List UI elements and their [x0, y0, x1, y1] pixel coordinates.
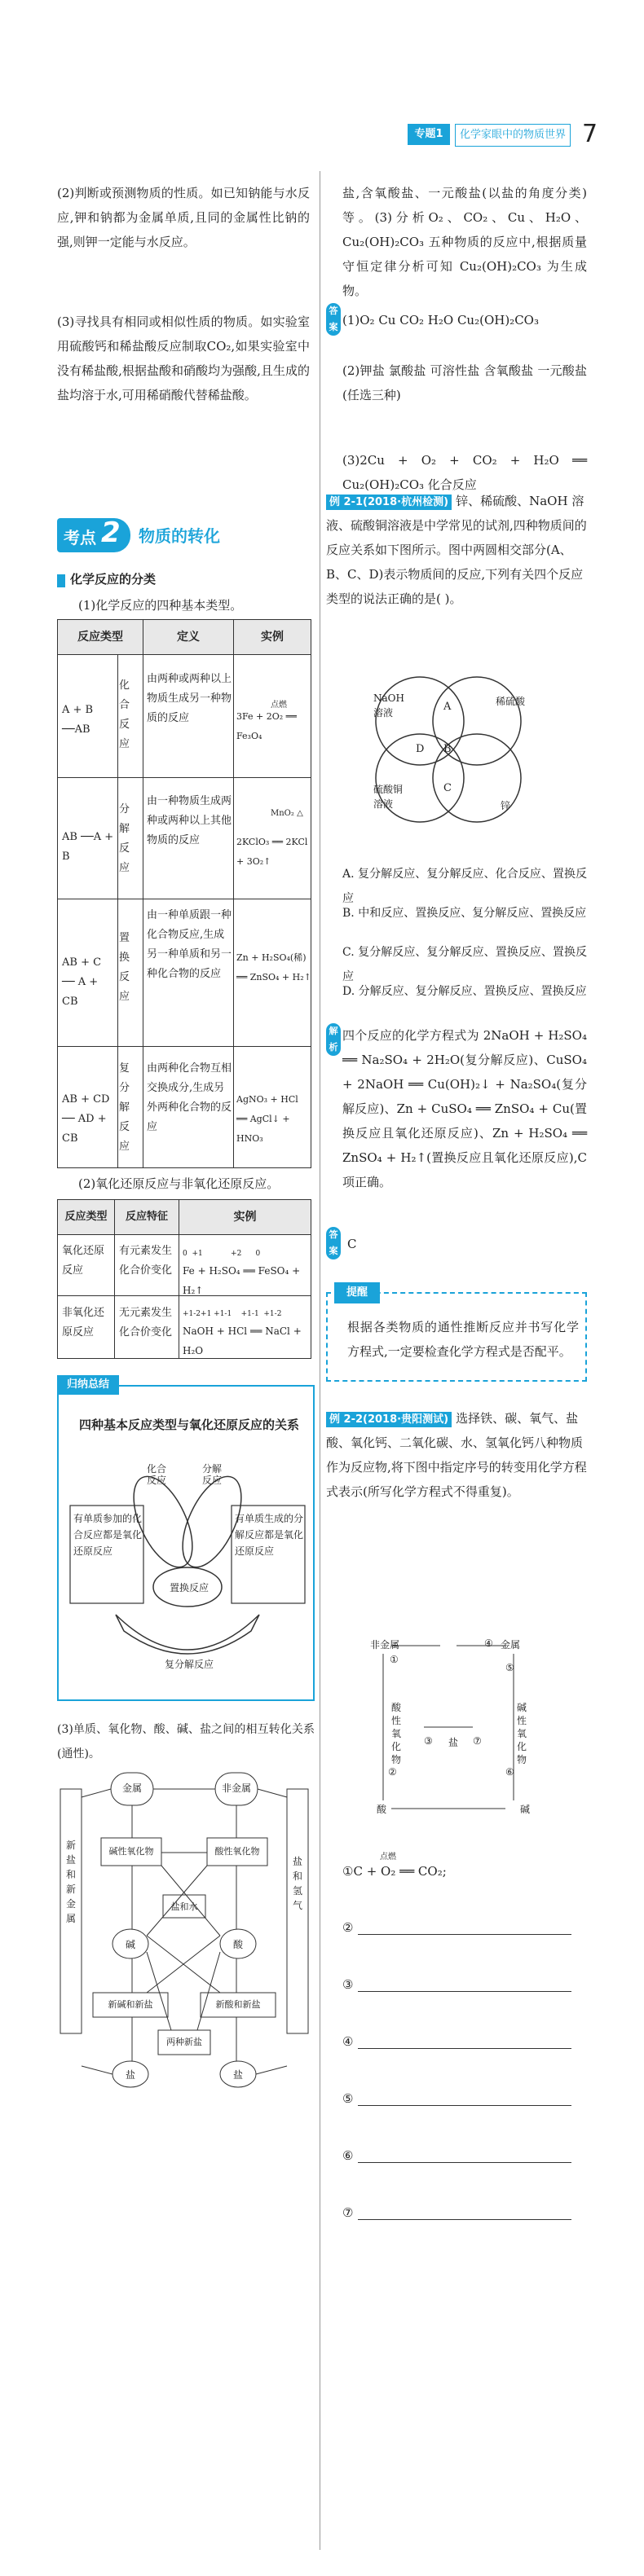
node-suanheyan: 新酸和新盐: [215, 1999, 261, 2010]
node-jinshu: 金属: [121, 1783, 142, 1794]
circle-naoh: NaOH溶液: [373, 692, 404, 719]
table2-header-example: 实例: [179, 1199, 311, 1235]
redox-table: [57, 1199, 311, 1359]
sub-1: (1)化学反应的四种基本类型。: [78, 598, 243, 613]
table1-example: 2KClO₃ ══ 2KCl + 3O₂↑: [236, 837, 308, 867]
flow-n2: ②: [388, 1766, 397, 1778]
answer-blank-3[interactable]: [342, 1970, 579, 1992]
conversion-flow-diagram: [359, 1629, 538, 1825]
kaodian-heading: [57, 515, 310, 556]
table1-cond: MnO₂ △: [271, 809, 303, 818]
question-2-text: 选择铁、碳、氧气、盐酸、氧化钙、二氧化碳、水、氢氧化钙八种物质作为反应物,将下图中指定序号的转变用化学方程式表示(所写化学方程式不得重复)。: [326, 1411, 587, 1499]
node-yanyang: 盐和水: [170, 1901, 198, 1912]
table2-feature: 有元素发生化合价变化: [119, 1245, 173, 1277]
flow-suan: 酸: [377, 1804, 387, 1815]
section-marker: [57, 574, 65, 587]
answer-1: (1)O₂ Cu CO₂ H₂O Cu₂(OH)₂CO₃: [342, 313, 539, 327]
answer-blank-5[interactable]: [342, 2084, 579, 2106]
question-1-tag: 例 2-1(2018·杭州检测): [326, 495, 452, 510]
circle-cuso4: 硫酸铜溶液: [373, 784, 404, 810]
node-jian: 碱: [125, 1939, 135, 1950]
table2-example: Fe + H₂SO₄ ══ FeSO₄ + H₂↑: [183, 1265, 301, 1296]
answer-line-1-cond: 点燃: [380, 1853, 396, 1862]
answer-blank-2[interactable]: [342, 1913, 579, 1935]
table1-header-example: 实例: [233, 619, 311, 655]
table2-header-type: 反应类型: [57, 1199, 115, 1235]
table1-header-type: 反应类型: [57, 619, 143, 655]
answer-c-tag: 答案: [326, 1227, 341, 1259]
venn-zhi: 置换反应: [169, 1582, 209, 1594]
right-top-paragraph: 盐,含氧酸盐、一元酸盐(以盐的角度分类)等。(3)分析O₂、CO₂、Cu、H₂O、Cu₂(OH)₂CO₃ 五种物质的反应中,根据质量守恒定律分析可知 Cu₂(OH)₂CO₃ 为生成物。: [342, 186, 587, 298]
page-number: 7: [582, 120, 598, 148]
venn-fu: 复分解反应: [164, 1659, 214, 1670]
table1-eq: AB ──A + B: [62, 831, 114, 863]
table1-type: 复分解反应: [119, 1062, 130, 1153]
node-jianxing: 碱性氧化物: [108, 1846, 154, 1857]
answer-line[interactable]: [358, 1970, 571, 1992]
tip-box: [326, 1286, 587, 1382]
table2-type: 氧化还原反应: [62, 1245, 105, 1277]
sub-2: (2)氧化还原反应与非氧化还原反应。: [78, 1176, 280, 1191]
flow-n7: ⑦: [473, 1735, 482, 1747]
blank-number: ⑦: [342, 2205, 354, 2220]
venn-fen: 分解反应: [202, 1463, 223, 1486]
section-title-text: 化学反应的分类: [70, 572, 157, 587]
node-yan-right: 盐: [232, 2069, 243, 2081]
kaodian-title: 物质的转化: [139, 526, 220, 546]
table1-type: 置换反应: [119, 932, 130, 1003]
flow-n1: ①: [390, 1654, 399, 1665]
sub-3: (3)单质、氧化物、酸、碱、盐之间的相互转化关系(通性)。: [57, 1723, 315, 1761]
flow-n5: ⑤: [505, 1662, 514, 1673]
table2-feature: 无元素发生化合价变化: [119, 1307, 173, 1339]
side-left: 新盐和新金属: [65, 1840, 76, 1924]
paragraph-2: (2)判断或预测物质的性质。如已知钠能与水反应,钾和钠都为金属单质,且同的金属性比钠的强,则钾一定能与水反应。: [57, 186, 310, 249]
answer-blank-7[interactable]: [342, 2198, 579, 2220]
answer-line[interactable]: [358, 2198, 571, 2220]
kaodian-label: 考点: [64, 528, 96, 547]
question-2: [326, 1406, 587, 1504]
table2-header-feature: 反应特征: [114, 1199, 179, 1235]
question-1-text: 锌、稀硫酸、NaOH 溶液、硫酸铜溶液是中学常见的试剂,四种物质间的反应关系如下图所示。图中两圆相交部分(A、B、C、D)表示物质间的反应,下列有关四个反应类型的说法正确的是( )。: [326, 494, 587, 606]
node-feijinshu: 非金属: [221, 1783, 251, 1794]
table1-eq: AB + CD ── AD + CB: [62, 1093, 110, 1145]
blank-number: ⑤: [342, 2091, 354, 2106]
venn-left-note: 有单质参加的化合反应都是氧化还原反应: [73, 1513, 143, 1557]
answer-blank-6[interactable]: [342, 2141, 579, 2163]
node-yan-left: 盐: [125, 2069, 135, 2081]
label-b: B: [443, 743, 452, 755]
table1-example: Zn + H₂SO₄(稀) ══ ZnSO₄ + H₂↑: [236, 952, 311, 982]
blank-number: ②: [342, 1920, 354, 1935]
option-d: D. 分解反应、复分解反应、置换反应、置换反应: [342, 985, 587, 998]
label-a: A: [443, 701, 452, 713]
header-title: 化学家眼中的物质世界: [455, 124, 571, 147]
table1-eq: A + B ──AB: [62, 704, 94, 736]
blank-number: ⑥: [342, 2148, 354, 2163]
summary-box: [57, 1378, 315, 1701]
label-d: D: [416, 743, 425, 755]
answer-line[interactable]: [358, 1913, 571, 1935]
topic-badge: 专题1: [408, 124, 450, 145]
table1-header-def: 定义: [143, 619, 234, 655]
question-1: [326, 489, 587, 611]
circle-h2so4: 稀硫酸: [496, 696, 526, 707]
summary-tag: 归纳总结: [57, 1375, 119, 1395]
analysis-text: 四个反应的化学方程式为 2NaOH + H₂SO₄ ══ Na₂SO₄ + 2H₂O(复分解反应)、CuSO₄ + 2NaOH ══ Cu(OH)₂↓ + Na₂SO₄(复分解反应)、Zn + CuSO₄ ══ ZnSO₄ + Cu(置换反应且氧化还原反应)、Zn + H₂SO₄ ══ ZnSO₄ + H₂↑(置换反应且氧化还原反应),C 项正确。: [342, 1028, 587, 1189]
answer-2: (2)钾盐 氯酸盐 可溶性盐 含氧酸盐 一元酸盐(任选三种): [342, 363, 587, 402]
flow-jian: 碱: [520, 1804, 531, 1815]
table2-example: NaOH + HCl ══ NaCl + H₂O: [183, 1325, 302, 1356]
answer-blank-4[interactable]: [342, 2027, 579, 2049]
blank-number: ③: [342, 1977, 354, 1992]
table1-type: 分解反应: [119, 803, 130, 874]
answer-c: C: [347, 1237, 357, 1251]
option-c: C. 复分解反应、复分解反应、置换反应、置换反应: [342, 946, 587, 983]
flow-yan: 盐: [448, 1737, 459, 1748]
table2-type: 非氧化还原反应: [62, 1307, 105, 1339]
node-suanxing: 酸性氧化物: [214, 1846, 260, 1857]
flow-jianxing: 碱性氧化物: [517, 1702, 527, 1765]
table2-valence: +1-2+1 +1-1 +1-1 +1-2: [183, 1310, 282, 1318]
flow-n3: ③: [424, 1735, 433, 1747]
table1-def: 由一种单质跟一种化合物反应,生成另一种单质和另一种化合物的反应: [147, 909, 232, 980]
answer-line[interactable]: [358, 2141, 571, 2163]
blank-number: ④: [342, 2034, 354, 2049]
table1-example: AgNO₃ + HCl ══ AgCl↓ + HNO₃: [236, 1094, 298, 1144]
section-title: [57, 570, 310, 591]
answer-line[interactable]: [358, 2084, 571, 2106]
node-liangzhongyan: 两种新盐: [166, 2037, 202, 2047]
reaction-types-table: [57, 619, 311, 1189]
circle-zn: 锌: [501, 800, 511, 811]
option-b: B. 中和反应、置换反应、复分解反应、置换反应: [342, 907, 587, 920]
question-2-tag: 例 2-2(2018·贵阳测试): [326, 1412, 452, 1427]
side-right: 盐和氢气: [292, 1856, 302, 1911]
analysis-tag: 解析: [326, 1023, 341, 1056]
flow-n6: ⑥: [505, 1766, 514, 1778]
kaodian-badge: [57, 518, 130, 552]
node-suan: 酸: [232, 1939, 243, 1950]
kaodian-number: 2: [101, 517, 121, 549]
answer-tag: 答案: [326, 303, 341, 336]
venn-right-note: 有单质生成的分解反应都是氧化还原反应: [235, 1513, 304, 1557]
label-c: C: [443, 782, 452, 794]
flow-suanxing: 酸性氧化物: [391, 1702, 402, 1765]
flow-jinshu: 金属: [501, 1639, 521, 1651]
answer-3: (3)2Cu + O₂ + CO₂ + H₂O ══ Cu₂(OH)₂CO₃ 化合反应: [342, 453, 587, 492]
answer-line[interactable]: [358, 2027, 571, 2049]
flow-n4: ④: [484, 1637, 493, 1649]
summary-title: 四种基本反应类型与氧化还原反应的关系: [78, 1418, 299, 1432]
table1-cond: 点燃: [271, 701, 287, 710]
table2-valence: 0 +1 +2 0: [183, 1250, 261, 1258]
venn-hua: 化合反应: [147, 1463, 167, 1486]
table1-example: 3Fe + 2O₂ ══ Fe₃O₄: [236, 711, 297, 741]
flow-feijinshu: 非金属: [370, 1639, 400, 1651]
table1-def: 由两种或两种以上物质生成另一种物质的反应: [147, 673, 232, 724]
option-a: A. 复分解反应、复分解反应、化合反应、置换反应: [342, 868, 587, 905]
tip-text: 根据各类物质的通性推断反应并书写化学方程式,一定要检查化学方程式是否配平。: [347, 1320, 579, 1359]
reaction-venn-diagram: [67, 1440, 308, 1685]
answer-line-1: ①C + O₂ ══ CO₂;: [342, 1864, 447, 1879]
page-header: [408, 121, 644, 148]
tip-tag: 提醒: [334, 1282, 380, 1303]
paragraph-3: (3)寻找具有相同或相似性质的物质。如实验室用硫酸钙和稀盐酸反应制取CO₂,如果实验室中没有稀盐酸,根据盐酸和硝酸均为强酸,且生成的盐均溶于水,可用稀硝酸代替稀盐酸。: [57, 314, 310, 402]
table1-def: 由一种物质生成两种或两种以上其他物质的反应: [147, 795, 232, 846]
table1-type: 化合反应: [119, 679, 130, 750]
table1-def: 由两种化合物互相交换成分,生成另外两种化合物的反应: [147, 1062, 232, 1133]
node-jianheyan: 新碱和新盐: [108, 1999, 153, 2010]
table1-eq: AB + C ── A + CB: [62, 956, 102, 1008]
transformation-diagram: [57, 1748, 311, 2099]
